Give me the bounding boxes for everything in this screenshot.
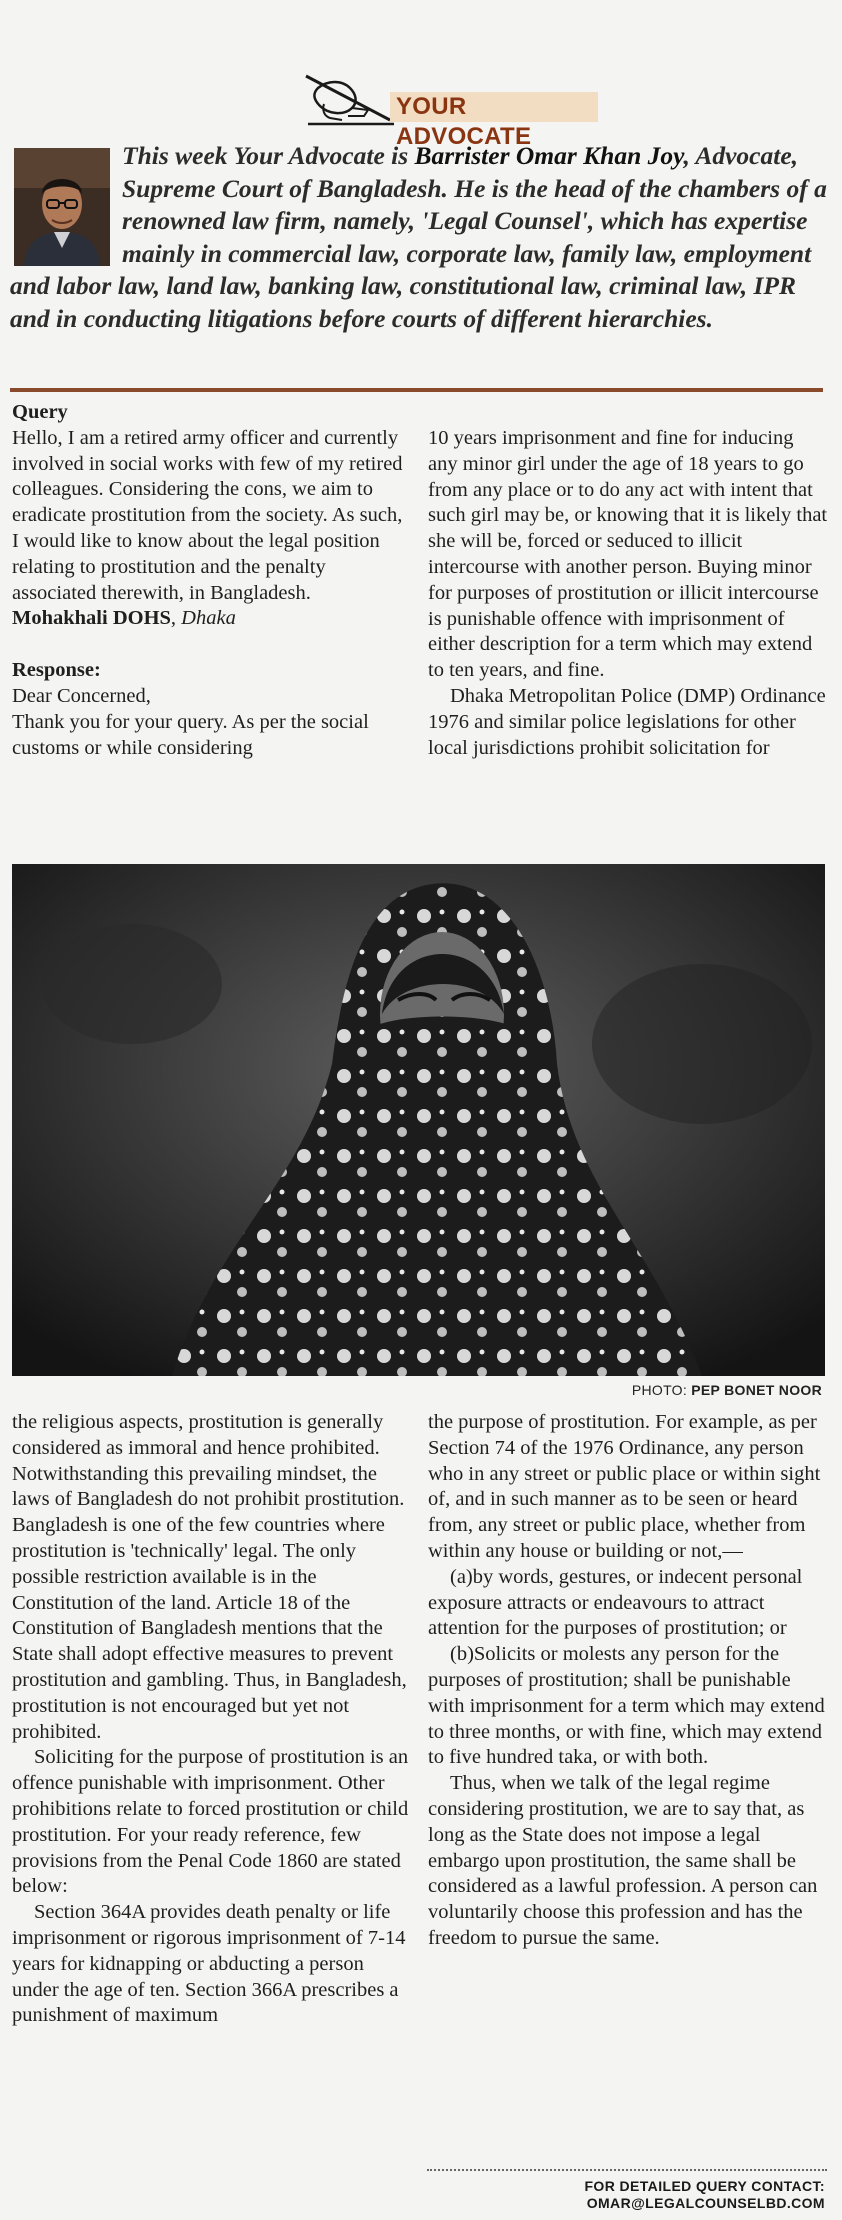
photo-credit-name: PEP BONET NOOR: [691, 1382, 822, 1398]
query-signature: Mohakhali DOHS, Dhaka: [12, 607, 236, 630]
conclusion-paragraph: Thus, when we talk of the legal regime considering prostitution, we are to say that, as long as the State does not impose a legal embargo upon prostitution, the same shall be considered as a lawful profession. A person can voluntarily choose this profession and has the freedom to pursue the same.: [428, 1772, 818, 1949]
advocate-introduction: [10, 140, 830, 335]
right-column-bottom: [428, 1410, 828, 1952]
query-label: Query: [12, 401, 68, 423]
clause-b-paragraph: (b)Solicits or molests any person for the purposes of prostitution; shall be punishable with imprisonment for a term which may extend to three months, or with fine, which may extend to five hundred taka, or with both.: [428, 1643, 825, 1769]
intro-details: , Advocate, Supreme Court of Bangladesh. He is the head of the chambers of a renowned law firm, namely, 'Legal Counsel', which has expertise mainly in commercial law, corporate law, family law, employment and labor law, land law, banking law, constitutional law, criminal law, IPR and in conducting litigations before courts of different hierarchies.: [10, 141, 827, 333]
right-column-top: [428, 426, 828, 761]
signature-place: Mohakhali DOHS: [12, 607, 171, 630]
column-masthead: [298, 58, 598, 150]
soliciting-paragraph: Soliciting for the purpose of prostitution is an offence punishable with imprisonment. Other prohibitions relate to forced prostitution or child prostitution. For your ready reference, few provisions from the Penal Code 1860 are stated below:: [12, 1746, 409, 1898]
section-74-paragraph: the purpose of prostitution. For example, as per Section 74 of the 1976 Ordinance, any person who in any street or public place or within sight of, and in such manner as to be seen or heard from, any street or public place, whether from within any house or building or not,—: [428, 1411, 821, 1562]
photo-credit-label: PHOTO:: [631, 1382, 688, 1398]
contact-label: FOR DETAILED QUERY CONTACT:: [584, 2178, 825, 2194]
intro-lead: This week Your Advocate is: [122, 141, 415, 170]
legal-position-paragraph: the religious aspects, prostitution is generally considered as immoral and hence prohibited. Notwithstanding this prevailing mindset, the laws of Bangladesh do not prohibit prostitution. Bangladesh is one of the few countries where prostitution is 'technically' legal. The only possible restriction available is in the Constitution of the land. Article 18 of the Constitution of Bangladesh mentions that the State shall adopt effective measures to prevent prostitution and gambling. Thus, in Bangladesh, prostitution is not encouraged but yet not prohibited.: [12, 1411, 407, 1743]
column-title: YOUR ADVOCATE: [390, 92, 598, 122]
penal-code-paragraph: 10 years imprisonment and fine for inducing any minor girl under the age of 18 years to go from any place or to do any act with intent that such girl may be, or knowing that it is likely that she will be, forced or seduced to illicit intercourse with another person. Buying minor for purposes of prostitution or illicit intercourse is punishable offence with imprisonment of either description for a term which may extend to ten years, and fine.: [428, 427, 828, 682]
section-364a-paragraph: Section 364A provides death penalty or life imprisonment or rigorous imprisonment of 7-14 years for kidnapping or abducting a person under the age of ten. Section 366A prescribes a punishment of maximum: [12, 1901, 406, 2027]
photo-credit: [632, 1382, 822, 1398]
hand-writing-pen-icon: [298, 58, 398, 128]
advocate-name: Barrister Omar Khan Joy: [414, 141, 684, 170]
contact-email[interactable]: OMAR@LEGALCOUNSELBD.COM: [586, 2195, 825, 2211]
contact-info: [584, 2178, 825, 2212]
section-divider: [10, 388, 823, 392]
clause-a-paragraph: (a)by words, gestures, or indecent personal exposure attracts or endeavours to attract attention for the purposes of prostitution; or: [428, 1565, 803, 1640]
response-paragraph-start: Thank you for your query. As per the social customs or while considering: [12, 710, 369, 759]
response-label: Response:: [12, 659, 101, 682]
signature-city: Dhaka: [181, 607, 236, 630]
dotted-separator: [427, 2169, 827, 2171]
article-photo: [12, 864, 825, 1376]
response-salutation: Dear Concerned,: [12, 684, 151, 707]
query-column: [12, 400, 412, 761]
dmp-ordinance-paragraph: Dhaka Metropolitan Police (DMP) Ordinance 1976 and similar police legislations for other local jurisdictions prohibit solicitation for: [428, 684, 826, 759]
left-column-bottom: [12, 1410, 412, 2029]
query-text: Hello, I am a retired army officer and currently involved in social works with few of my retired colleagues. Considering the cons, we aim to eradicate prostitution from the society. As such, I would like to know about the legal position relating to prostitution and the penalty associated therewith, in Bangladesh.: [12, 426, 403, 604]
